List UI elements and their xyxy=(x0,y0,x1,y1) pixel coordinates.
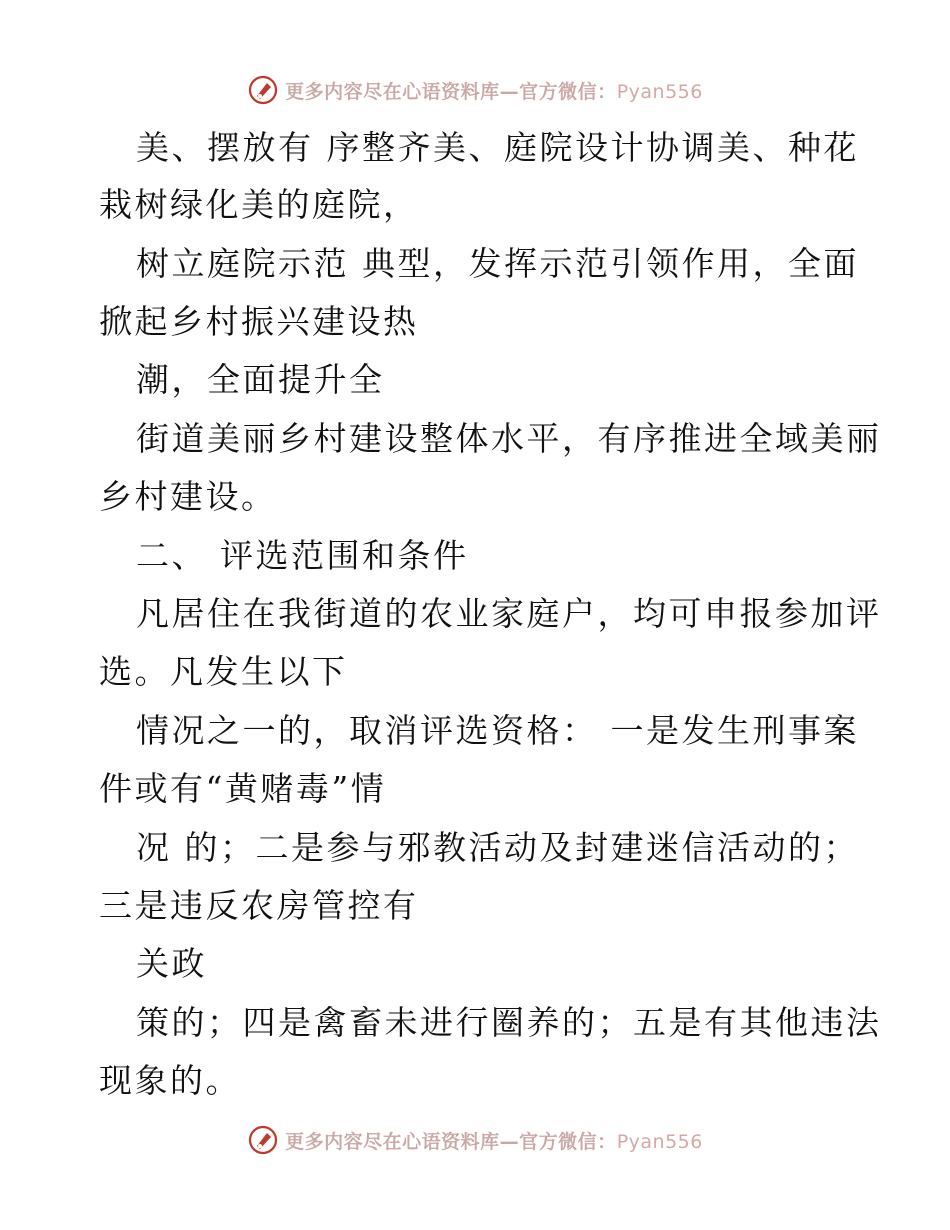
body-line: 栽树绿化美的庭院， xyxy=(99,185,419,224)
header-banner-suffix: 官方微信： xyxy=(519,80,617,103)
body-line: 现象的。 xyxy=(99,1061,241,1100)
body-line: 凡居住在我街道的农业家庭户，均可申报参加评 xyxy=(136,594,882,633)
footer-banner xyxy=(0,1120,950,1160)
body-line: 潮，全面提升全 xyxy=(136,360,385,399)
header-banner-text xyxy=(285,77,703,104)
body-line: 乡村建设。 xyxy=(99,477,277,516)
body-line: 三是违反农房管控有 xyxy=(99,886,419,925)
pen-nib-icon xyxy=(247,74,279,106)
footer-banner-text xyxy=(285,1127,703,1154)
body-line: 街道美丽乡村建设整体水平，有序推进全域美丽 xyxy=(136,419,882,458)
body-line: 情况之一的，取消评选资格： 一是发生刑事案 xyxy=(136,711,859,750)
pen-nib-icon xyxy=(247,1124,279,1156)
body-line: 掀起乡村振兴建设热 xyxy=(99,302,419,341)
header-banner-separator: — xyxy=(499,80,520,103)
footer-banner-wechat-id: Pyan556 xyxy=(616,1130,703,1153)
body-line: 树立庭院示范 典型，发挥示范引领作用，全面 xyxy=(136,244,859,283)
body-line: 况 的；二是参与邪教活动及封建迷信活动的； xyxy=(136,828,859,867)
body-line: 件或有“黄赌毒”情 xyxy=(99,769,387,808)
section-heading: 二、 评选范围和条件 xyxy=(136,536,469,575)
body-line: 策的；四是禽畜未进行圈养的；五是有其他违法 xyxy=(136,1003,882,1042)
body-line: 选。凡发生以下 xyxy=(99,652,348,691)
header-banner-title: 更多内容尽在心语资料库 xyxy=(285,80,500,103)
header-banner xyxy=(0,70,950,110)
footer-banner-separator: — xyxy=(499,1130,520,1153)
body-line: 美、摆放有 序整齐美、庭院设计协调美、种花 xyxy=(136,128,859,167)
footer-banner-suffix: 官方微信： xyxy=(519,1130,617,1153)
footer-banner-title: 更多内容尽在心语资料库 xyxy=(285,1130,500,1153)
body-line: 关政 xyxy=(136,944,207,983)
header-banner-wechat-id: Pyan556 xyxy=(616,80,703,103)
